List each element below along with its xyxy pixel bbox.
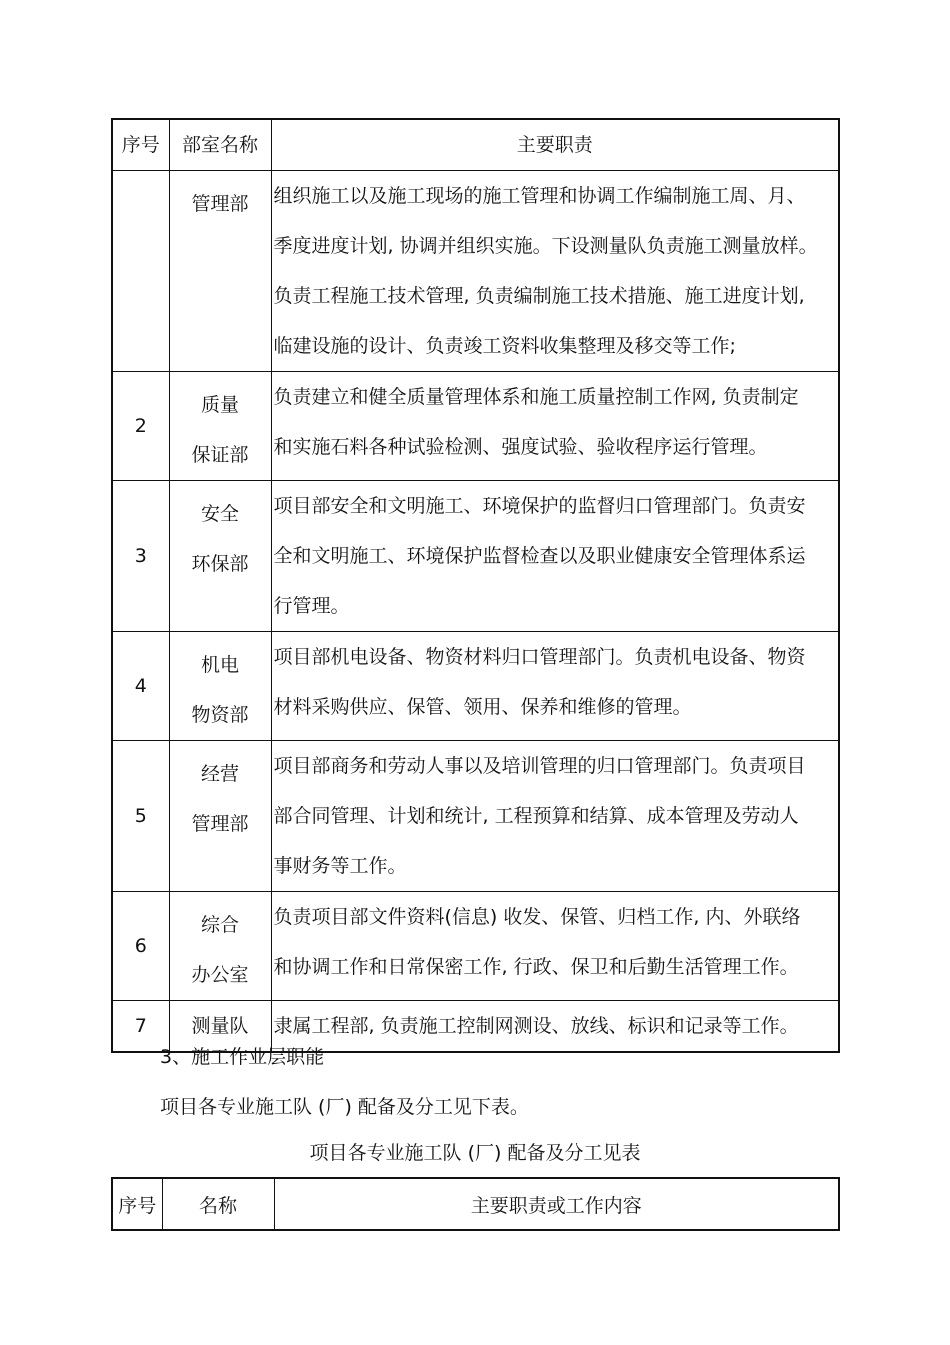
row-duty [271,1001,839,1053]
row-seq: 3 [112,481,169,632]
dept-line: 综合 [200,914,239,936]
header-seq: 序号 [112,119,169,171]
row-duty [271,741,839,892]
table-row [112,171,839,372]
department-duties-body [112,119,839,1052]
row-dept [169,741,271,892]
row-seq: 7 [112,1001,169,1053]
table-header-row [112,1178,839,1230]
duty-line: 全和文明施工、环境保护监督检查以及职业健康安全管理体系运 [273,545,806,567]
duty-line: 部合同管理、计划和统计, 工程预算和结算、成本管理及劳动人 [273,805,799,827]
dept-line: 保证部 [191,444,249,466]
duty-line: 项目部机电设备、物资材料归口管理部门。负责机电设备、物资 [273,646,806,668]
row-duty [271,481,839,632]
dept-line: 经营 [200,763,239,785]
row-dept [169,372,271,481]
header-duty: 主要职责 [271,119,839,171]
table-header-row [112,119,839,171]
duty-line: 项目部安全和文明施工、环境保护的监督归口管理部门。负责安 [273,495,806,517]
duty-line: 组织施工以及施工现场的施工管理和协调工作编制施工周、月、 [273,185,806,207]
dept-line: 物资部 [191,704,249,726]
duty-line: 季度进度计划, 协调并组织实施。下设测量队负责施工测量放样。 [273,235,818,257]
dept-line: 质量 [200,394,239,416]
section-heading: 3、施工作业层职能 [160,1046,325,1068]
row-dept [169,171,271,372]
header-duty: 主要职责或工作内容 [274,1178,839,1230]
team-duties-table [111,1177,840,1231]
dept-line: 办公室 [191,964,249,986]
row-dept [169,481,271,632]
row-seq: 6 [112,892,169,1001]
row-duty [271,372,839,481]
table-row [112,892,839,1001]
duty-line: 负责项目部文件资料(信息) 收发、保管、归档工作, 内、外联络 [273,906,801,928]
duty-line: 材料采购供应、保管、领用、保养和维修的管理。 [273,696,692,718]
department-duties-table [111,118,840,1053]
duty-line: 和实施石料各种试验检测、强度试验、验收程序运行管理。 [273,436,768,458]
dept-line: 管理部 [191,193,249,215]
table2-caption: 项目各专业施工队 (厂) 配备及分工见表 [309,1142,641,1164]
header-name: 名称 [162,1178,274,1230]
row-seq: 4 [112,632,169,741]
header-seq: 序号 [112,1178,162,1230]
row-seq: 5 [112,741,169,892]
dept-line: 管理部 [191,813,249,835]
row-dept [169,632,271,741]
dept-line: 测量队 [191,1015,249,1037]
dept-line: 机电 [200,654,239,676]
table-row [112,481,839,632]
table-row [112,372,839,481]
duty-line: 负责建立和健全质量管理体系和施工质量控制工作网, 负责制定 [273,386,799,408]
duty-line: 项目部商务和劳动人事以及培训管理的归口管理部门。负责项目 [273,755,806,777]
duty-line: 和协调工作和日常保密工作, 行政、保卫和后勤生活管理工作。 [273,956,799,978]
duty-line: 临建设施的设计、负责竣工资料收集整理及移交等工作; [273,335,736,357]
intro-text: 项目各专业施工队 (厂) 配备及分工见下表。 [160,1096,529,1118]
duty-line: 事财务等工作。 [273,855,407,877]
row-duty [271,892,839,1001]
row-dept [169,892,271,1001]
dept-line: 环保部 [191,553,249,575]
row-duty [271,632,839,741]
duty-line: 负责工程施工技术管理, 负责编制施工技术措施、施工进度计划, [273,285,805,307]
row-duty [271,171,839,372]
row-seq [112,171,169,372]
dept-line: 安全 [200,503,239,525]
table-row [112,741,839,892]
header-dept: 部室名称 [169,119,271,171]
row-seq: 2 [112,372,169,481]
duty-line: 行管理。 [273,595,350,617]
table-row [112,632,839,741]
duty-line: 隶属工程部, 负责施工控制网测设、放线、标识和记录等工作。 [273,1015,799,1037]
